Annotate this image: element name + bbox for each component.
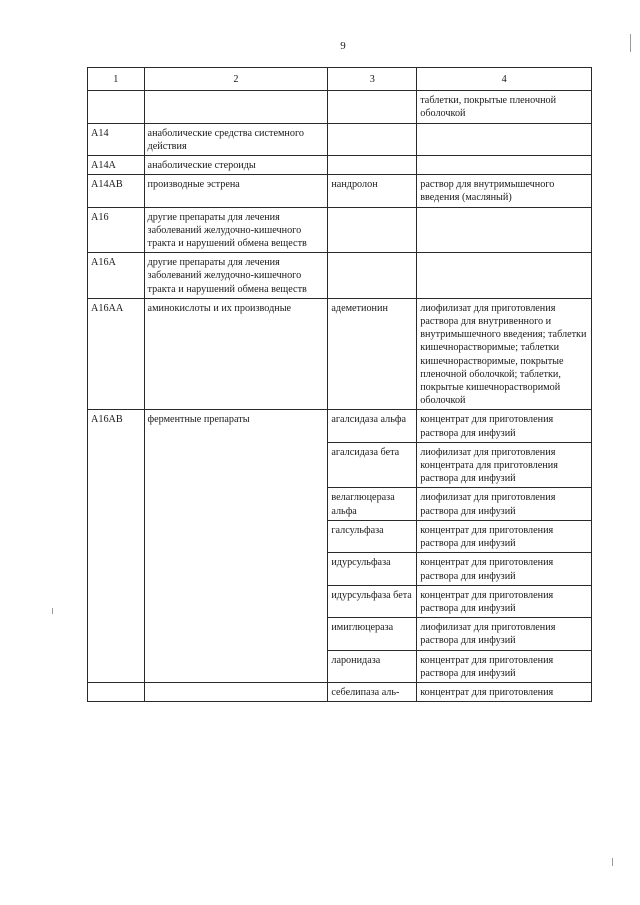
dosage-form [417,253,592,299]
group-name: другие препараты для лечения заболеваний желудочно-кишечного тракта и нарушений обмена веществ [144,207,328,253]
scan-speck [52,608,53,614]
dosage-form: раствор для внутримышечного введения (масляный) [417,175,592,207]
page-number: 9 [340,40,346,52]
group-name [144,682,328,701]
drug-name: имиглюцераза [328,618,417,650]
atc-code: A16A [88,253,145,299]
dosage-form: концентрат для приготовления раствора для инфузий [417,410,592,442]
atc-code: A14 [88,123,145,155]
column-header-3: 3 [328,68,417,91]
group-name [144,91,328,123]
drug-name: ларонидаза [328,650,417,682]
table-row [88,156,592,175]
atc-code: A16 [88,207,145,253]
dosage-form: лиофилизат для приготовления раствора для инфузий [417,488,592,520]
dosage-form: концентрат для приготовления раствора для инфузий [417,553,592,585]
drug-name: себелипаза аль- [328,682,417,701]
dosage-form: лиофилизат для приготовления концентрата для приготовления раствора для инфузий [417,442,592,488]
drug-name: нандролон [328,175,417,207]
scan-speck [630,34,631,52]
table-row [88,410,592,442]
atc-code: A16AA [88,298,145,410]
drug-name [328,123,417,155]
drug-name: велаглюцераза альфа [328,488,417,520]
drug-name: идурсульфаза бета [328,585,417,617]
group-name: производные эстрена [144,175,328,207]
group-name: ферментные препараты [144,410,328,682]
table-row [88,175,592,207]
dosage-form: лиофилизат для приготовления раствора для внутривенного и внутримышечного введения; таблетки кишечнорастворимые; таблетки кишечнорастворимые, покрытые пленочной оболочкой; таблетки, покрытые кишечнорастворимой оболочкой [417,298,592,410]
atc-code: A16AB [88,410,145,682]
drug-name: адеметионин [328,298,417,410]
drug-name [328,156,417,175]
dosage-form: концентрат для приготовления раствора для инфузий [417,650,592,682]
table-row [88,682,592,701]
column-header-4: 4 [417,68,592,91]
dosage-form [417,123,592,155]
table-row [88,91,592,123]
scan-speck [612,858,613,866]
dosage-form: лиофилизат для приготовления раствора для инфузий [417,618,592,650]
drug-name [328,207,417,253]
header-row [88,68,592,91]
drug-name: галсульфаза [328,520,417,552]
group-name: анаболические средства системного действия [144,123,328,155]
drug-name [328,91,417,123]
group-name: анаболические стероиды [144,156,328,175]
table-row [88,123,592,155]
atc-code: A14AB [88,175,145,207]
dosage-form: таблетки, покрытые пленочной оболочкой [417,91,592,123]
table-row [88,207,592,253]
dosage-form [417,207,592,253]
atc-code [88,682,145,701]
atc-code [88,91,145,123]
drug-name: агалсидаза альфа [328,410,417,442]
table-row [88,253,592,299]
dosage-form [417,156,592,175]
group-name: аминокислоты и их производные [144,298,328,410]
column-header-2: 2 [144,68,328,91]
column-header-1: 1 [88,68,145,91]
drug-name: идурсульфаза [328,553,417,585]
dosage-form: концентрат для приготовления раствора для инфузий [417,585,592,617]
table-row [88,298,592,410]
drug-name [328,253,417,299]
dosage-form: концентрат для приготовления [417,682,592,701]
dosage-form: концентрат для приготовления раствора для инфузий [417,520,592,552]
drug-name: агалсидаза бета [328,442,417,488]
atc-code: A14A [88,156,145,175]
medication-table [87,67,592,702]
group-name: другие препараты для лечения заболеваний желудочно-кишечного тракта и нарушений обмена веществ [144,253,328,299]
